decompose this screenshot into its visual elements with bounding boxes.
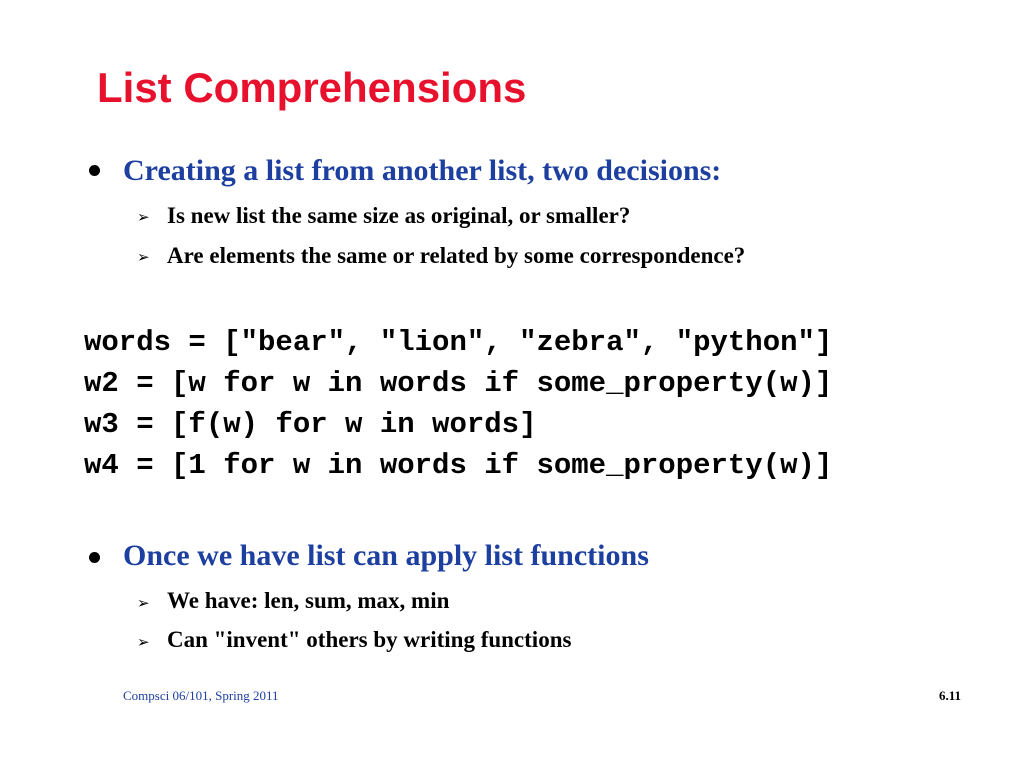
footer-course-label: Compsci 06/101, Spring 2011 [123,688,279,703]
bullet-2-sub-2: Can "invent" others by writing functions [167,627,572,652]
code-line-1: words = ["bear", "lion", "zebra", "python"] [84,326,833,359]
bullet-2-sub-1: We have: len, sum, max, min [167,588,450,613]
bullet-1-text: Creating a list from another list, two decisions: [123,154,722,187]
bullet-dot-icon [89,165,100,176]
bullet-1-sub-2: Are elements the same or related by some correspondence? [167,243,746,268]
arrow-bullet-icon: ➢ [137,594,150,612]
bullet-2-text: Once we have list can apply list functions [123,539,649,572]
bullet-dot-icon [89,552,100,563]
code-line-4: w4 = [1 for w in words if some_property(w)] [84,449,833,482]
slide-title: List Comprehensions [97,64,527,111]
arrow-bullet-icon: ➢ [137,248,150,266]
bullet-1-sub-1: Is new list the same size as original, or smaller? [167,203,631,228]
arrow-bullet-icon: ➢ [137,633,150,651]
code-line-3: w3 = [f(w) for w in words] [84,408,537,441]
slide-number: 6.11 [938,688,961,703]
arrow-bullet-icon: ➢ [137,208,150,226]
code-line-2: w2 = [w for w in words if some_property(w)] [84,367,833,400]
